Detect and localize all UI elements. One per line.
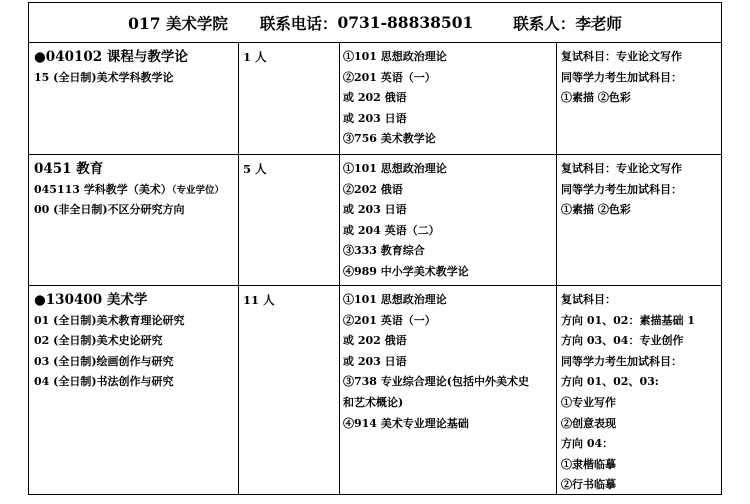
- retest-item: 复试科目：专业论文写作: [561, 50, 682, 63]
- program-title: [34, 47, 234, 68]
- retest-item: ①专业写作: [561, 395, 616, 409]
- program-text: 03 (全日制)绘画创作与研究: [34, 354, 174, 368]
- retest-cell: [561, 47, 721, 109]
- exam-subject: ②201 英语（一）: [343, 313, 436, 327]
- retest-item: ①隶楷临摹: [561, 457, 616, 471]
- quota-cell: [243, 47, 335, 67]
- program-direction: [34, 68, 234, 89]
- program-text: 00 (非全日制)不区分研究方向: [34, 203, 185, 217]
- exams-cell: [343, 47, 553, 150]
- retest-item: ②创意表现: [561, 416, 616, 430]
- exam-subject: 或 202 俄语: [343, 334, 407, 348]
- program-text: 0451 教育: [34, 161, 104, 177]
- column-divider: [556, 42, 557, 494]
- program-cell: [34, 47, 234, 88]
- exam-subject: ③756 美术教学论: [343, 132, 436, 146]
- college-name: 017 美术学院: [128, 13, 228, 33]
- program-text: ●130400 美术学: [34, 292, 148, 308]
- retest-item: 同等学力考生加试科目：: [561, 70, 682, 84]
- exam-subject: ④989 中小学美术教学论: [343, 264, 469, 278]
- exam-subject: 或 202 俄语: [343, 91, 407, 105]
- exam-subject: ①101 思想政治理论: [343, 293, 447, 306]
- retest-item: 方向 03、04：专业创作: [561, 334, 684, 348]
- exam-subject: ④914 美术专业理论基础: [343, 416, 469, 430]
- program-text: 01 (全日制)美术教育理论研究: [34, 313, 185, 327]
- program-direction: [34, 311, 234, 332]
- program-direction: [34, 180, 234, 201]
- quota-cell: [243, 290, 335, 310]
- exam-subject: 或 203 日语: [343, 111, 407, 125]
- admission-table: [28, 2, 722, 495]
- exam-subject: 或 204 英语（二）: [343, 223, 440, 237]
- divider: [29, 154, 721, 155]
- degree-type-tag: （专业学位）: [171, 184, 225, 196]
- retest-cell: [561, 290, 721, 496]
- retest-item: 复试科目：专业论文写作: [561, 162, 682, 175]
- exam-subject: 和艺术概论): [343, 395, 404, 409]
- retest-item: 同等学力考生加试科目：: [561, 354, 682, 368]
- column-divider: [238, 42, 239, 494]
- retest-item: ①素描 ②色彩: [561, 91, 631, 105]
- contact-name: 李老师: [575, 13, 622, 33]
- program-direction: [34, 331, 234, 352]
- retest-item: 方向 01、02、03:: [561, 375, 659, 389]
- enrollment-quota: 5 人: [243, 162, 267, 176]
- retest-item: ①素描 ②色彩: [561, 203, 631, 217]
- program-title: [34, 159, 234, 180]
- program-text: 045113 学科教学（美术）: [34, 182, 172, 196]
- column-divider: [339, 42, 340, 494]
- exam-subject: ③333 教育综合: [343, 244, 425, 258]
- retest-item: 同等学力考生加试科目：: [561, 182, 682, 196]
- retest-item: ②行书临摹: [561, 478, 616, 492]
- phone-number: 0731-88838501: [337, 13, 474, 32]
- retest-item: 方向 04：: [561, 437, 614, 451]
- exam-subject: ①101 思想政治理论: [343, 162, 447, 175]
- divider: [29, 42, 721, 43]
- program-direction: [34, 200, 234, 221]
- exam-subject: 或 203 日语: [343, 354, 407, 368]
- exams-cell: [343, 159, 553, 283]
- enrollment-quota: 11 人: [243, 293, 275, 307]
- program-direction: [34, 372, 234, 393]
- exam-subject: ①101 思想政治理论: [343, 50, 447, 63]
- exam-subject: ②201 英语（一）: [343, 70, 436, 84]
- retest-item: 复试科目：: [561, 293, 616, 306]
- program-direction: [34, 352, 234, 373]
- program-cell: [34, 159, 234, 221]
- retest-item: 方向 01、02：素描基础 1: [561, 313, 695, 327]
- contact-label: 联系人：: [513, 13, 576, 33]
- exam-subject: ③738 专业综合理论(包括中外美术史: [343, 375, 529, 389]
- quota-cell: [243, 159, 335, 179]
- exam-subject: 或 203 日语: [343, 203, 407, 217]
- exam-subject: ②202 俄语: [343, 182, 403, 196]
- retest-cell: [561, 159, 721, 221]
- table-header: [29, 3, 721, 42]
- divider: [29, 285, 721, 286]
- enrollment-quota: 1 人: [243, 50, 267, 64]
- program-text: 04 (全日制)书法创作与研究: [34, 375, 174, 389]
- program-text: 15 (全日制)美术学科教学论: [34, 70, 174, 84]
- exams-cell: [343, 290, 553, 434]
- phone-label: 联系电话：: [259, 13, 338, 33]
- program-text: 02 (全日制)美术史论研究: [34, 334, 163, 348]
- program-text: ●040102 课程与教学论: [34, 49, 188, 65]
- program-cell: [34, 290, 234, 393]
- program-title: [34, 290, 234, 311]
